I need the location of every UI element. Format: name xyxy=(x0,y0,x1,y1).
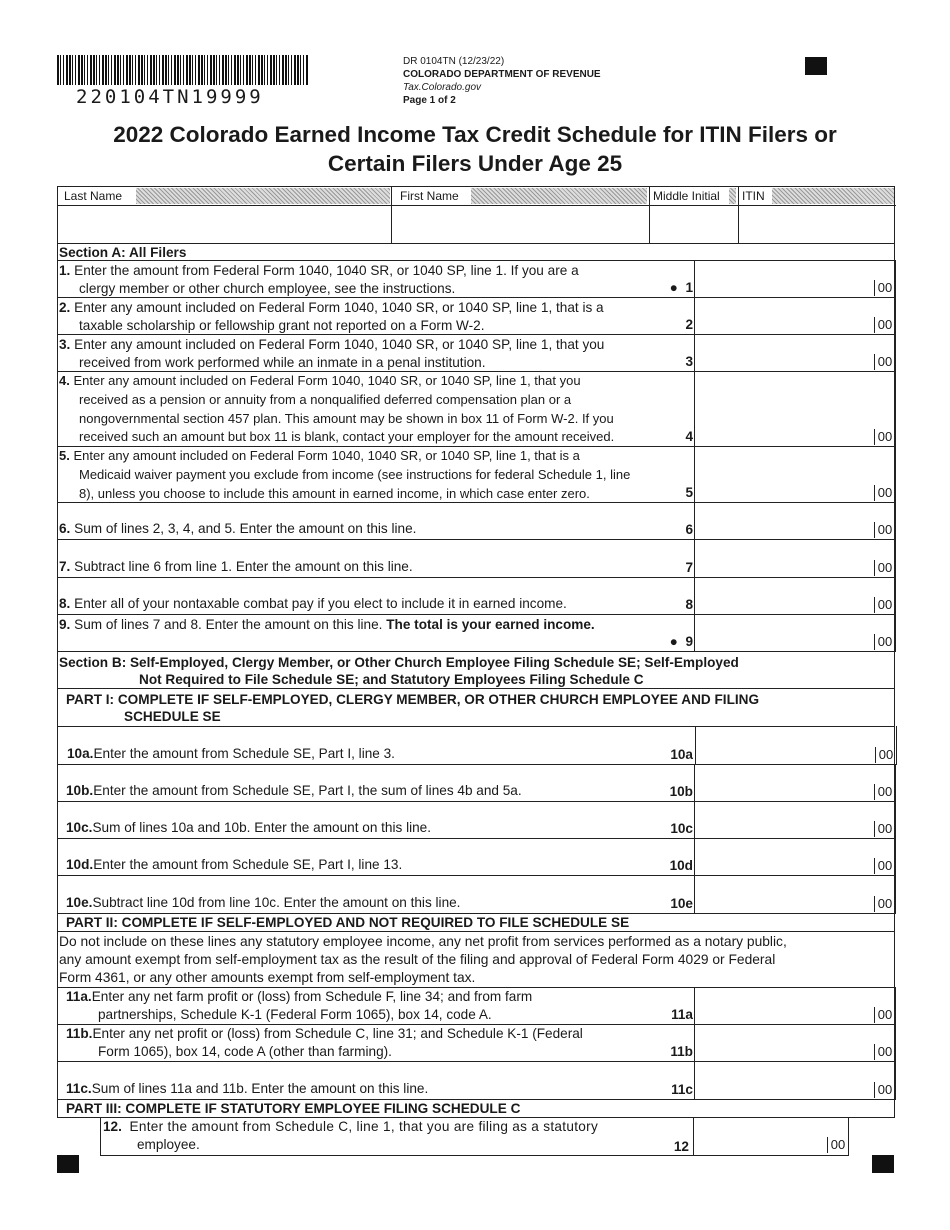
line-10a-amount[interactable]: 00 xyxy=(695,726,897,765)
line-10e: 10e.Subtract line 10d from line 10c. Enter the amount on this line. 10e 00 xyxy=(57,876,895,914)
line-7: 7. Subtract line 6 from line 1. Enter the amount on this line. 7 00 xyxy=(57,540,895,578)
line-10b: 10b.Enter the amount from Schedule SE, Part I, the sum of lines 4b and 5a. 10b 00 xyxy=(57,765,895,802)
part-3-heading: PART III: COMPLETE IF STATUTORY EMPLOYEE FILING SCHEDULE C xyxy=(57,1100,895,1118)
part-1-heading: PART I: COMPLETE IF SELF-EMPLOYED, CLERGY MEMBER, OR OTHER CHURCH EMPLOYEE AND FILING SCHEDULE SE xyxy=(57,689,895,727)
page-number: Page 1 of 2 xyxy=(403,95,456,106)
barcode xyxy=(57,55,309,85)
line-10b-amount[interactable]: 00 xyxy=(694,764,896,802)
line-3: 3. Enter any amount included on Federal Form 1040, 1040 SR, or 1040 SP, line 1, that you received from work performed while an inmate in a penal institution. 3 00 xyxy=(57,335,895,372)
line-2-amount[interactable]: 00 xyxy=(694,297,896,335)
line-7-amount[interactable]: 00 xyxy=(694,539,896,578)
registration-mark xyxy=(872,1155,894,1173)
last-name-label: Last Name xyxy=(64,189,123,203)
line-11c-amount[interactable]: 00 xyxy=(694,1061,896,1100)
title-line-2: Certain Filers Under Age 25 xyxy=(327,151,623,176)
line-10c-amount[interactable]: 00 xyxy=(694,801,896,839)
line-4: 4. Enter any amount included on Federal Form 1040, 1040 SR, or 1040 SP, line 1, that you received as a pension or annuity from a nonqualified deferred compensation plan or a nongovernmental section 457 plan. This amount may be shown in box 11 of Form W-2. If you received such an amount but box 11 is blank, contact your employer for the amount received. 4 00 xyxy=(57,372,895,447)
line-10d: 10d.Enter the amount from Schedule SE, Part I, line 13. 10d 00 xyxy=(57,839,895,876)
line-9-amount[interactable]: 00 xyxy=(694,614,896,652)
middle-initial-input[interactable] xyxy=(651,206,737,242)
line-8: 8. Enter all of your nontaxable combat pay if you elect to include it in earned income. 8 00 xyxy=(57,578,895,615)
registration-mark xyxy=(57,1155,79,1173)
line-1-amount[interactable]: 00 xyxy=(694,260,896,298)
line-3-amount[interactable]: 00 xyxy=(694,334,896,372)
line-8-amount[interactable]: 00 xyxy=(694,577,896,615)
name-fields-box xyxy=(57,186,895,244)
website: Tax.Colorado.gov xyxy=(403,82,482,93)
line-9: 9. Sum of lines 7 and 8. Enter the amount on this line. The total is your earned income. ● 9 00 xyxy=(57,615,895,652)
line-1: 1. Enter the amount from Federal Form 1040, 1040 SR, or 1040 SP, line 1. If you are a clergy member or other church employee, see the instructions. ● 1 00 xyxy=(57,261,895,298)
line-6: 6. Sum of lines 2, 3, 4, and 5. Enter the amount on this line. 6 00 xyxy=(57,503,895,540)
part-2-heading: PART II: COMPLETE IF SELF-EMPLOYED AND NOT REQUIRED TO FILE SCHEDULE SE xyxy=(57,914,895,932)
line-4-amount[interactable]: 00 xyxy=(694,371,896,447)
line-10a: 10a.Enter the amount from Schedule SE, Part I, line 3. 10a 00 xyxy=(57,727,895,765)
section-a-heading: Section A: All Filers xyxy=(57,243,895,261)
line-12-amount[interactable]: 00 xyxy=(693,1118,849,1155)
line-11c: 11c.Sum of lines 11a and 11b. Enter the amount on this line. 11c 00 xyxy=(57,1062,895,1100)
section-b-heading: Section B: Self-Employed, Clergy Member, or Other Church Employee Filing Schedule SE; Self-Employed Not Required to File Schedule SE; and Statutory Employees Filing Schedule C xyxy=(57,652,895,689)
line-5: 5. Enter any amount included on Federal Form 1040, 1040 SR, or 1040 SP, line 1, that is a Medicaid waiver payment you exclude from income (see instructions for federal Schedule 1, line 8), unless you choose to include this amount in earned income, in which case enter zero. 5 00 xyxy=(57,447,895,503)
page-title xyxy=(0,120,950,178)
line-12: 12. Enter the amount from Schedule C, line 1, that you are filing as a statutory employee. 12 00 xyxy=(100,1118,849,1156)
line-10d-amount[interactable]: 00 xyxy=(694,838,896,876)
middle-initial-label: Middle Initial xyxy=(653,189,720,203)
first-name-input[interactable] xyxy=(393,206,648,242)
form-header xyxy=(403,55,601,107)
last-name-input[interactable] xyxy=(59,206,390,242)
registration-mark xyxy=(805,57,827,75)
bullet-icon: ● xyxy=(669,634,678,649)
title-line-1: 2022 Colorado Earned Income Tax Credit Schedule for ITIN Filers or xyxy=(113,122,837,147)
line-11b: 11b.Enter any net profit or (loss) from Schedule C, line 31; and Schedule K-1 (Federal Form 1065), box 14, code A (other than farming). 11b 00 xyxy=(57,1025,895,1062)
first-name-label: First Name xyxy=(400,189,459,203)
itin-label: ITIN xyxy=(742,189,765,203)
line-11a-amount[interactable]: 00 xyxy=(694,987,896,1025)
bullet-icon: ● xyxy=(669,280,678,295)
barcode-number: 220104TN19999 xyxy=(76,86,264,108)
line-10e-amount[interactable]: 00 xyxy=(694,875,896,914)
department-name: COLORADO DEPARTMENT OF REVENUE xyxy=(403,69,601,80)
line-10c: 10c.Sum of lines 10a and 10b. Enter the amount on this line. 10c 00 xyxy=(57,802,895,839)
line-11b-amount[interactable]: 00 xyxy=(694,1024,896,1062)
line-5-amount[interactable]: 00 xyxy=(694,446,896,503)
line-11a: 11a.Enter any net farm profit or (loss) from Schedule F, line 34; and from farm partnerships, Schedule K-1 (Federal Form 1065), box 14, code A. 11a 00 xyxy=(57,988,895,1025)
line-2: 2. Enter any amount included on Federal Form 1040, 1040 SR, or 1040 SP, line 1, that is a taxable scholarship or fellowship grant not reported on a Form W-2. 2 00 xyxy=(57,298,895,335)
line-6-amount[interactable]: 00 xyxy=(694,502,896,540)
form-code: DR 0104TN (12/23/22) xyxy=(403,56,505,67)
itin-input[interactable] xyxy=(740,206,894,242)
part-2-note: Do not include on these lines any statutory employee income, any net profit from services performed as a notary public, any amount exempt from self-employment tax as the result of the filing and approval of Federal Form 4029 or Federal Form 4361, or any other amounts exempt from self-employment tax. xyxy=(57,932,895,988)
